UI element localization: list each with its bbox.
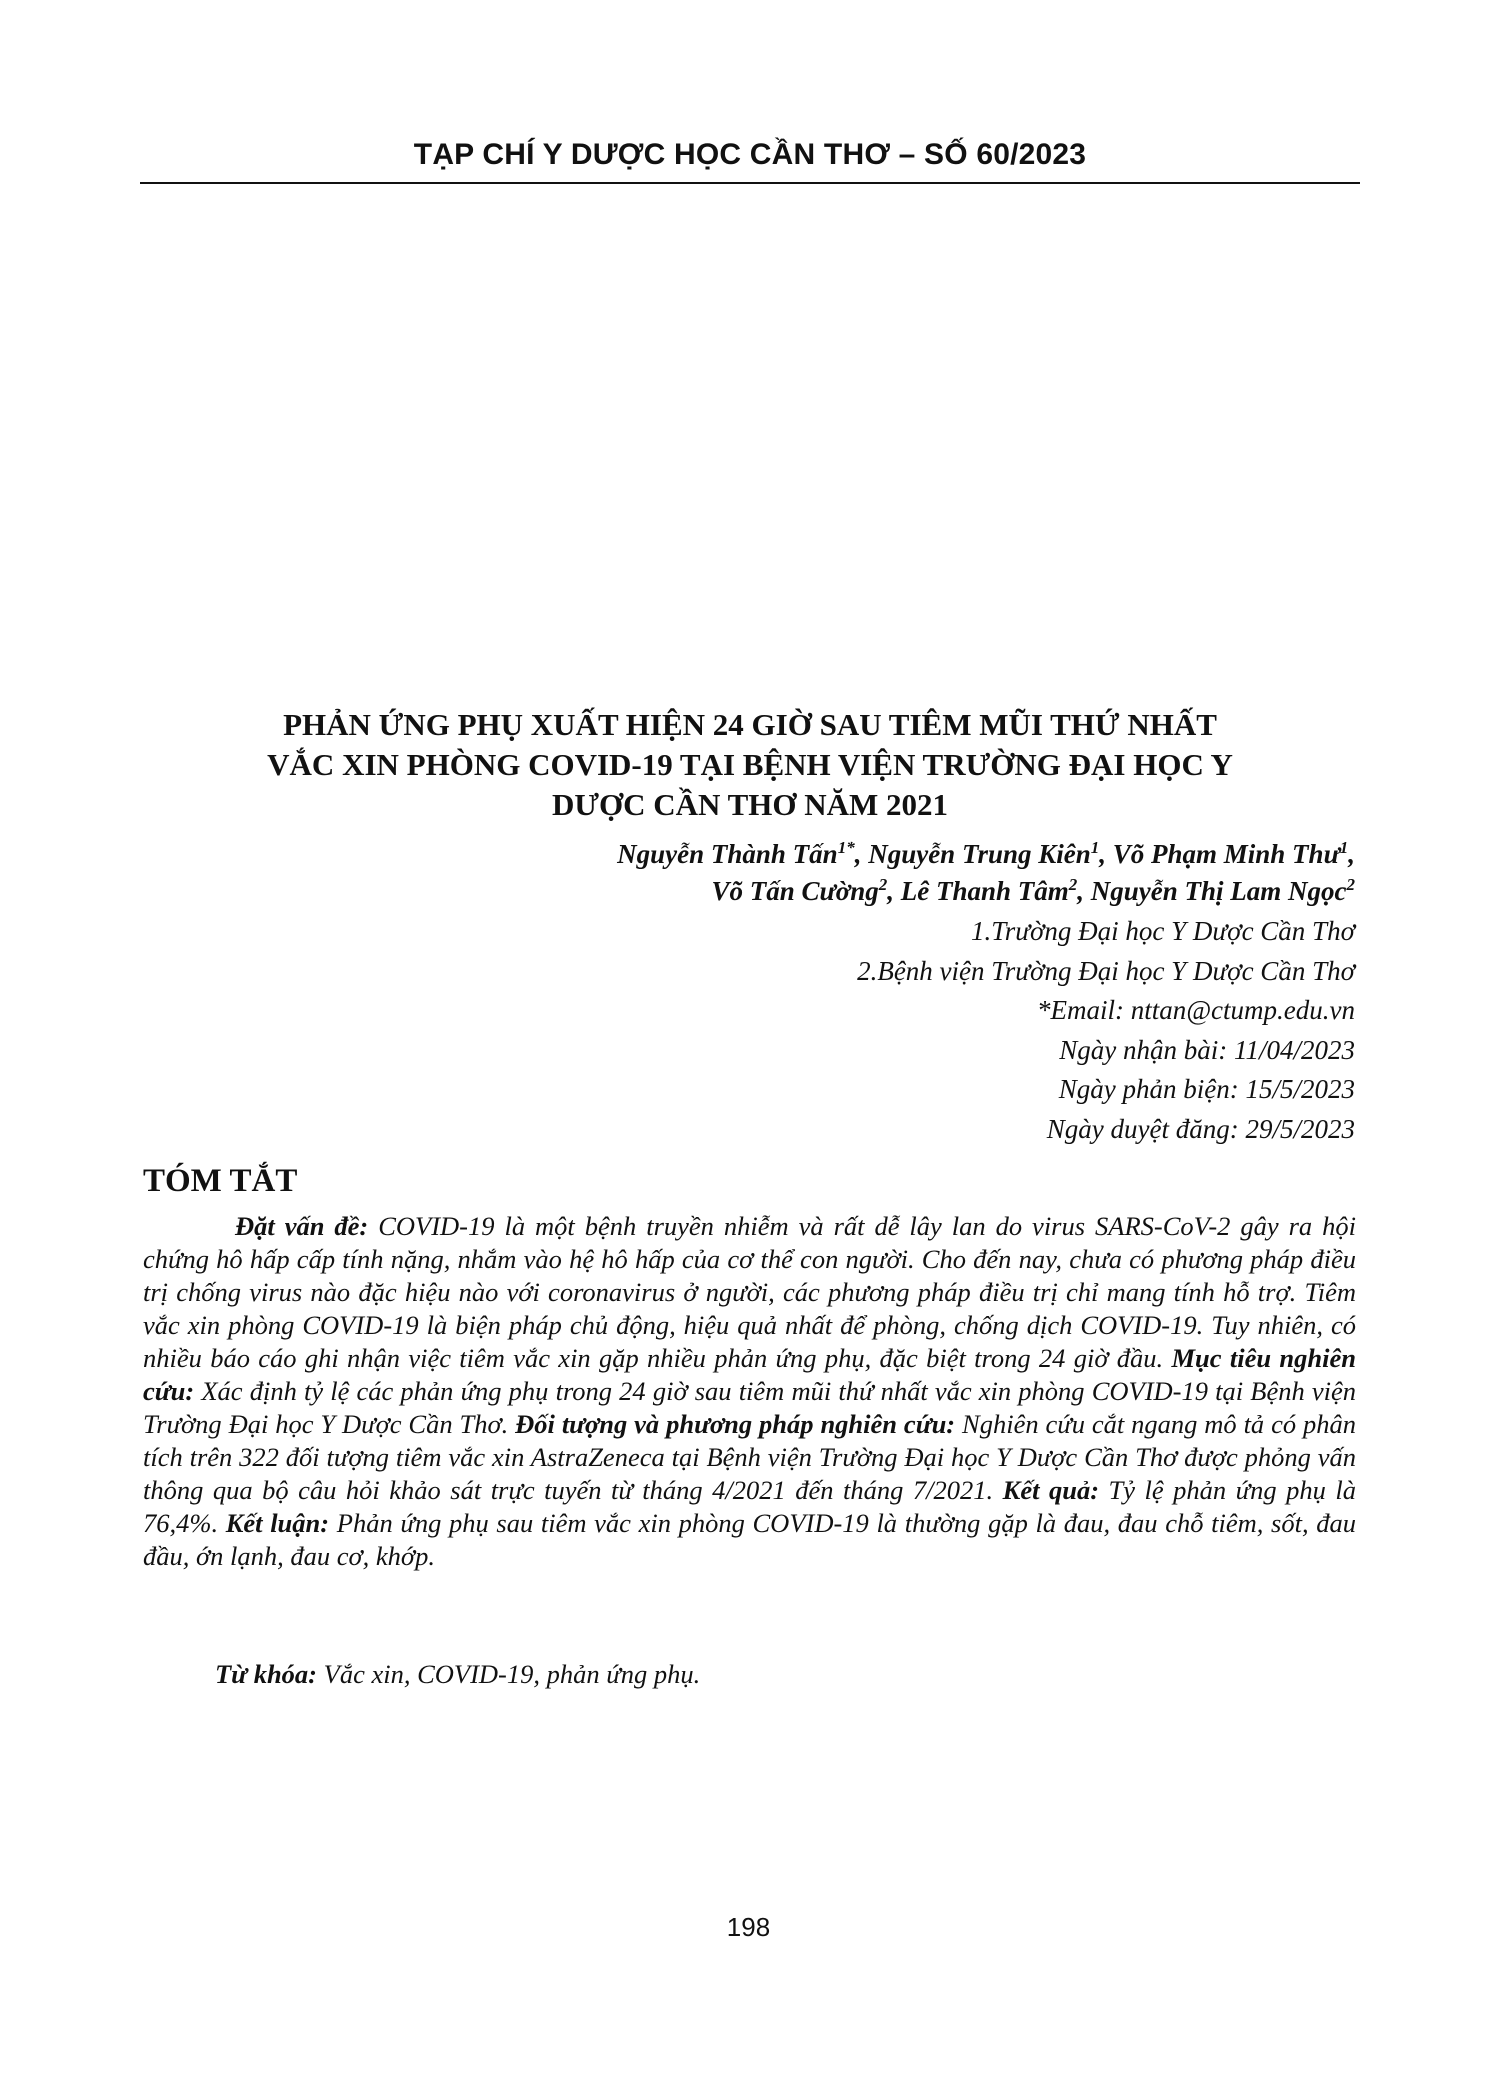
title-line: PHẢN ỨNG PHỤ XUẤT HIỆN 24 GIỜ SAU TIÊM MŨI THỨ NHẤT bbox=[283, 707, 1217, 742]
author-name: Võ Tấn Cường bbox=[711, 876, 879, 906]
abstract-paragraph bbox=[143, 1210, 1356, 1573]
background-text: COVID-19 là một bệnh truyền nhiễm và rất dễ lây lan do virus SARS-CoV-2 gây ra hội chứng hô hấp cấp tính nặng, nhắm vào hệ hô hấp của cơ thể con người. Cho đến nay, chưa có phương pháp điều trị chống virus nào đặc hiệu nào với coronavirus ở người, các phương pháp điều trị chỉ mang tính hỗ trợ. Tiêm vắc xin phòng COVID-19 là biện pháp chủ động, hiệu quả nhất để phòng, chống dịch COVID-19. Tuy nhiên, có nhiều báo cáo ghi nhận việc tiêm vắc xin gặp nhiều phản ứng phụ, đặc biệt trong 24 giờ đầu. bbox=[143, 1211, 1357, 1373]
date-received: Ngày nhận bài: 11/04/2023 bbox=[1059, 1034, 1355, 1065]
author-affiliation-mark: 2 bbox=[1068, 875, 1078, 894]
author-affiliation-mark: 1* bbox=[837, 838, 855, 857]
journal-header: TẠP CHÍ Y DƯỢC HỌC CẦN THƠ – SỐ 60/2023 bbox=[413, 138, 1087, 171]
keywords-label: Từ khóa: bbox=[215, 1659, 318, 1689]
title-line: DƯỢC CẦN THƠ NĂM 2021 bbox=[551, 787, 949, 822]
author-line bbox=[617, 873, 1355, 910]
author-name: Nguyễn Trung Kiên bbox=[868, 839, 1091, 869]
background-label: Đặt vấn đề: bbox=[235, 1211, 369, 1241]
methods-text: Nghiên cứu cắt ngang mô tả có phân tích trên 322 đối tượng tiêm vắc xin AstraZeneca tại Bệnh viện Trường Đại học Y Dược Cần Thơ được phỏng vấn thông qua bộ câu hỏi khảo sát trực tuyến từ tháng 4/2021 đến tháng 7/2021. bbox=[143, 1409, 1356, 1505]
author-separator: , bbox=[1099, 839, 1113, 869]
article-meta bbox=[857, 912, 1355, 1149]
author-affiliation-mark: 2 bbox=[878, 875, 888, 894]
results-text: Tỷ lệ phản ứng phụ là 76,4%. bbox=[143, 1475, 1356, 1538]
author-name: Nguyễn Thị Lam Ngọc bbox=[1090, 876, 1347, 906]
page-number: 198 bbox=[726, 1912, 771, 1942]
author-line bbox=[617, 836, 1355, 873]
date-accepted: Ngày duyệt đăng: 29/5/2023 bbox=[1046, 1113, 1355, 1144]
methods-label: Đối tượng và phương pháp nghiên cứu: bbox=[515, 1409, 956, 1439]
corresponding-email: *Email: nttan@ctump.edu.vn bbox=[1036, 995, 1355, 1025]
author-affiliation-mark: 2 bbox=[1346, 875, 1355, 894]
objective-text: Xác định tỷ lệ các phản ứng phụ trong 24 giờ sau tiêm mũi thứ nhất vắc xin phòng COVID-19 tại Bệnh viện Trường Đại học Y Dược Cần Thơ. bbox=[143, 1376, 1356, 1439]
date-reviewed: Ngày phản biện: 15/5/2023 bbox=[1058, 1074, 1355, 1104]
author-name: Lê Thanh Tâm bbox=[900, 876, 1069, 906]
author-separator: , bbox=[887, 876, 901, 906]
author-name: Nguyễn Thành Tấn bbox=[617, 839, 838, 869]
results-label: Kết quả: bbox=[1002, 1475, 1100, 1505]
keywords-text: Vắc xin, COVID-19, phản ứng phụ. bbox=[317, 1659, 701, 1689]
abstract-heading: TÓM TẮT bbox=[143, 1163, 298, 1199]
title-line: VẮC XIN PHÒNG COVID-19 TẠI BỆNH VIỆN TRƯỜNG ĐẠI HỌC Y bbox=[267, 747, 1233, 782]
abstract-body bbox=[143, 1210, 1356, 1573]
article-title bbox=[170, 705, 1330, 825]
author-separator: , bbox=[1077, 876, 1091, 906]
author-affiliation-mark: 1 bbox=[1339, 838, 1349, 857]
header-rule bbox=[140, 182, 1360, 184]
author-separator: , bbox=[854, 839, 869, 869]
author-name: Võ Phạm Minh Thư bbox=[1112, 839, 1340, 869]
affiliation: 2.Bệnh viện Trường Đại học Y Dược Cần Thơ bbox=[857, 955, 1355, 986]
keywords bbox=[143, 1658, 1356, 1691]
author-affiliation-mark: 1 bbox=[1090, 838, 1100, 857]
author-list bbox=[617, 836, 1355, 910]
author-separator: , bbox=[1348, 839, 1355, 869]
conclusion-text: Phản ứng phụ sau tiêm vắc xin phòng COVID-19 là thường gặp là đau, đau chỗ tiêm, sốt, đau đầu, ớn lạnh, đau cơ, khớp. bbox=[143, 1508, 1356, 1571]
conclusion-label: Kết luận: bbox=[225, 1508, 330, 1538]
objective-label: Mục tiêu nghiên cứu: bbox=[143, 1343, 1356, 1406]
affiliation: 1.Trường Đại học Y Dược Cần Thơ bbox=[971, 916, 1355, 946]
